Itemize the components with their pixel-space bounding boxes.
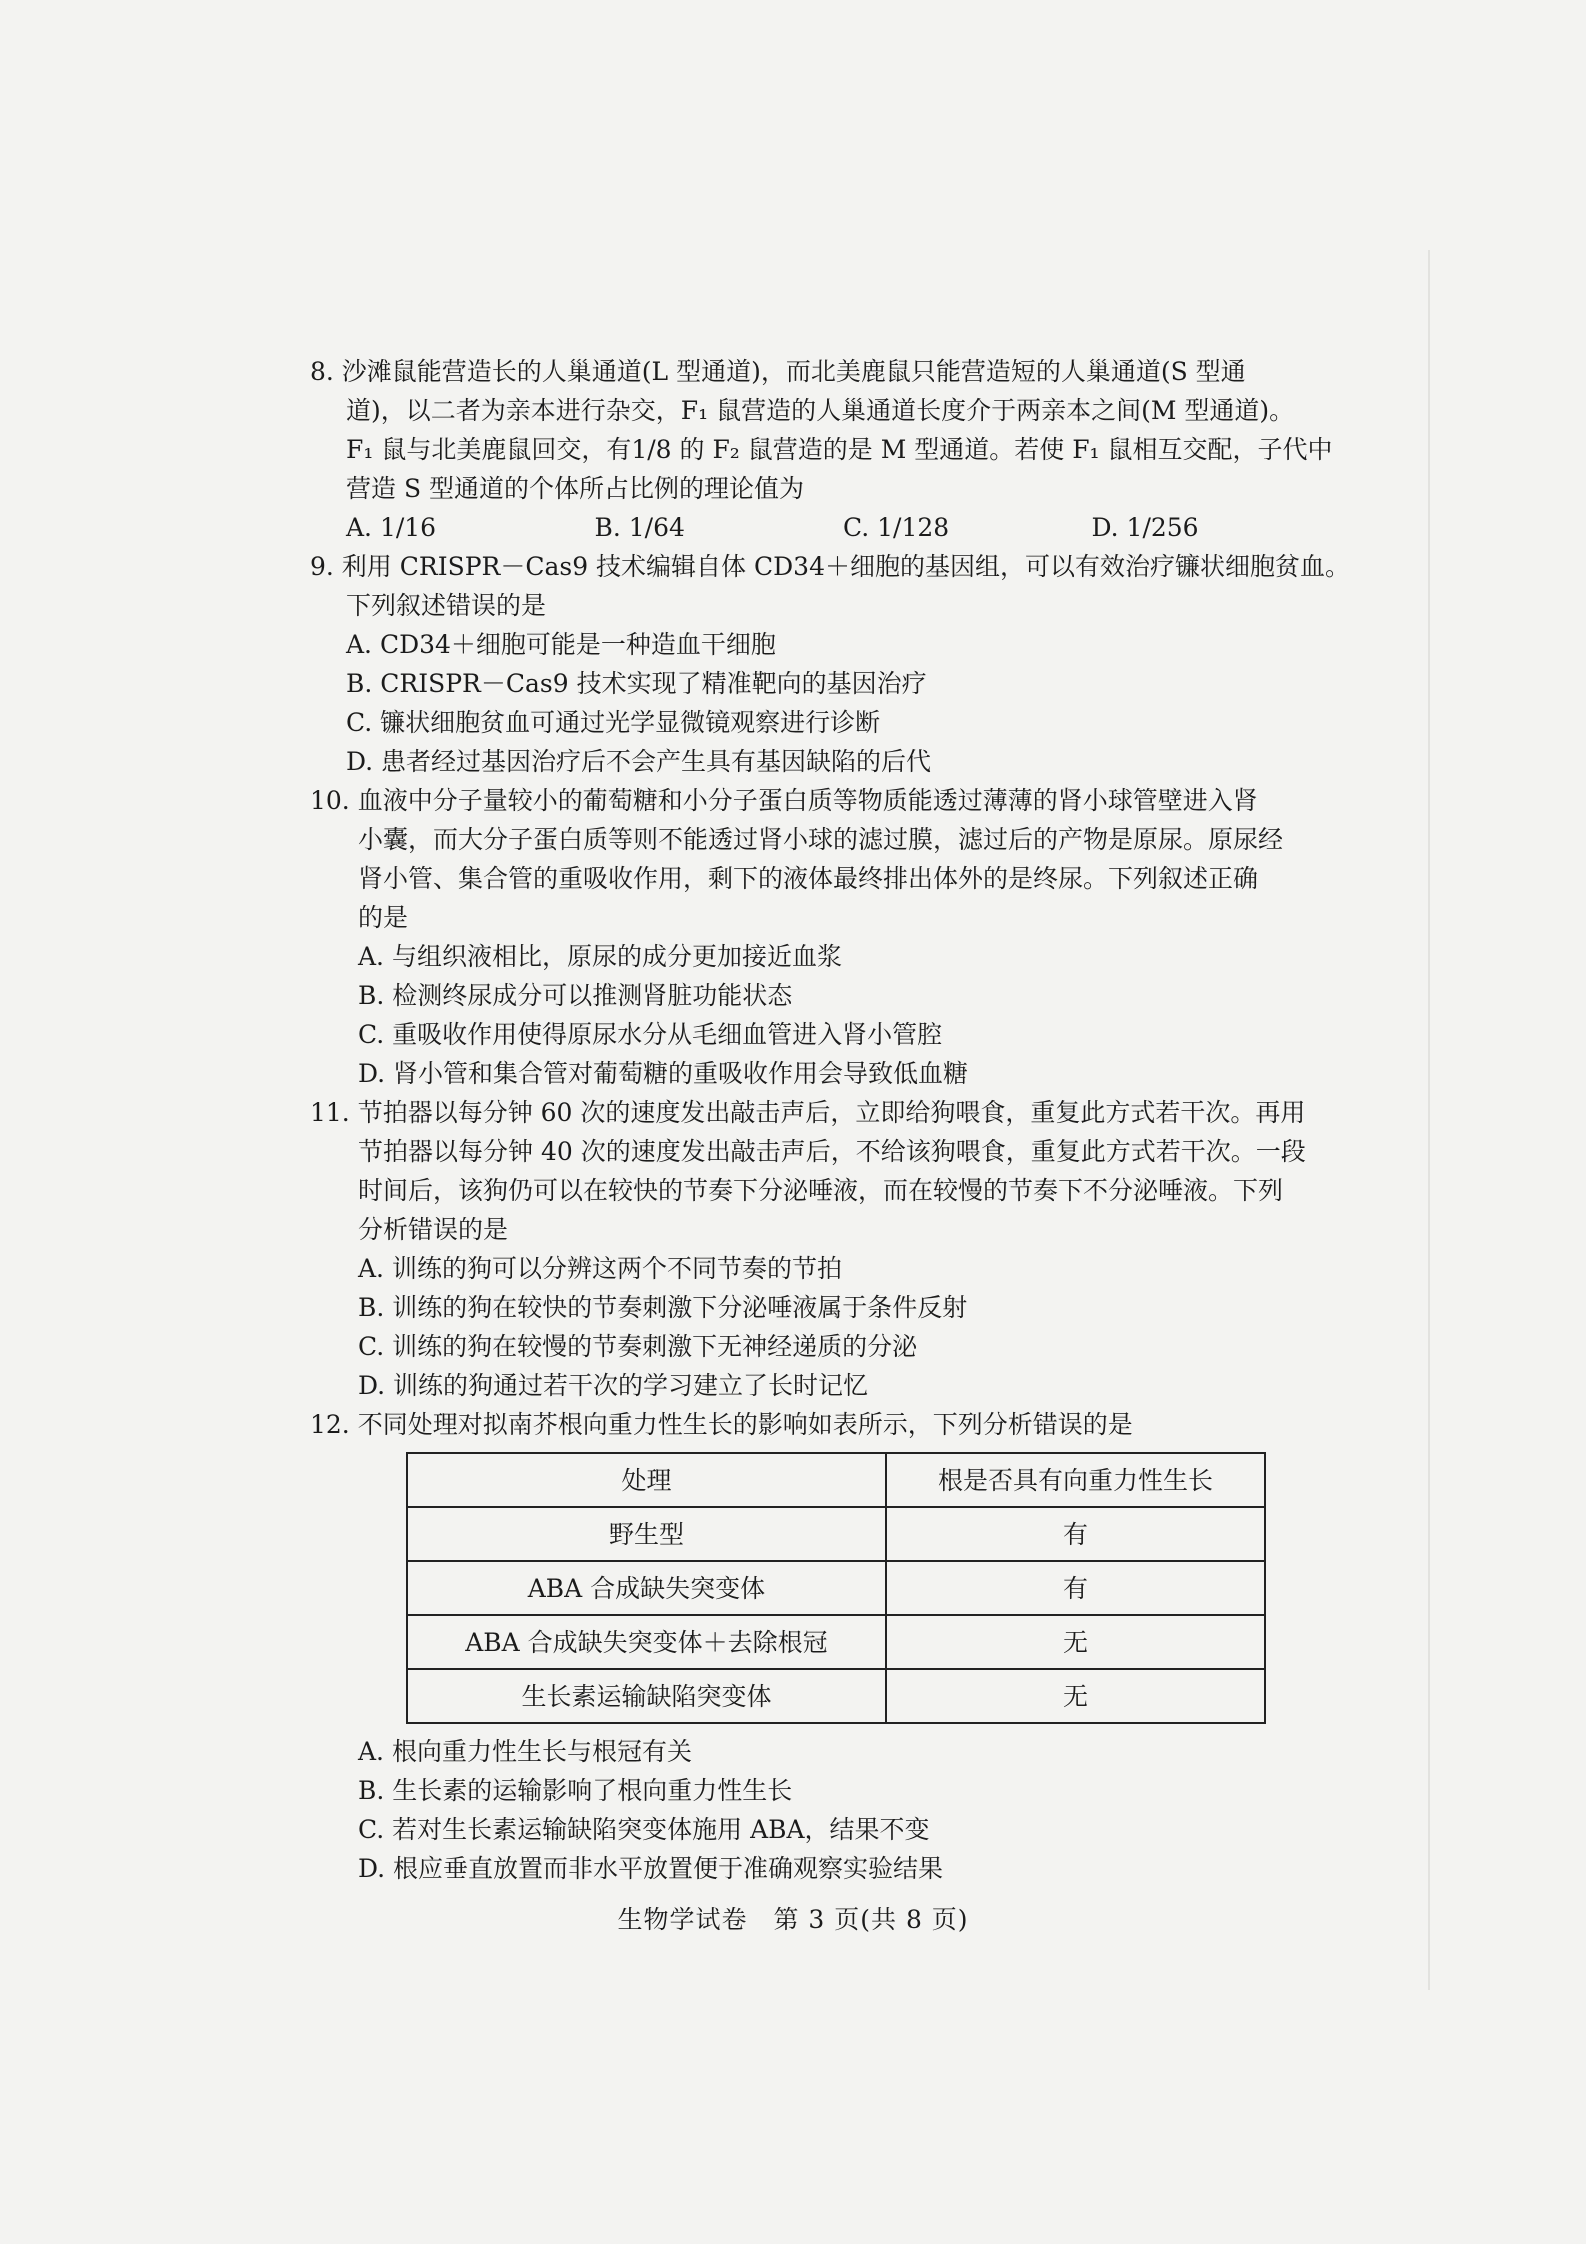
question-10-option-b: B. 检测终尿成分可以推测肾脏功能状态 xyxy=(358,981,793,1010)
scan-edge xyxy=(1428,250,1430,1990)
question-8-option-d: D. 1/256 xyxy=(1091,513,1199,542)
table-row xyxy=(407,1507,1265,1561)
question-10-option-d: D. 肾小管和集合管对葡萄糖的重吸收作用会导致低血糖 xyxy=(358,1059,969,1088)
question-11-option-c: C. 训练的狗在较慢的节奏刺激下无神经递质的分泌 xyxy=(358,1332,918,1361)
question-9-option-d: D. 患者经过基因治疗后不会产生具有基因缺陷的后代 xyxy=(346,747,932,776)
question-12 xyxy=(310,1405,1340,1888)
question-12-option-d: D. 根应垂直放置而非水平放置便于准确观察实验结果 xyxy=(358,1854,944,1883)
treatment-table xyxy=(406,1452,1266,1724)
question-11 xyxy=(310,1093,1340,1405)
question-8-line-3: F₁ 鼠与北美鹿鼠回交，有1/8 的 F₂ 鼠营造的是 M 型通道。若使 F₁ 鼠相互交配，子代中 xyxy=(346,435,1333,464)
question-9-option-b: B. CRISPR－Cas9 技术实现了精准靶向的基因治疗 xyxy=(346,669,927,698)
question-8-option-a: A. 1/16 xyxy=(346,513,437,542)
table-row xyxy=(407,1615,1265,1669)
question-9-option-c: C. 镰状细胞贫血可通过光学显微镜观察进行诊断 xyxy=(346,708,881,737)
table-header-treatment: 处理 xyxy=(407,1453,886,1507)
question-9 xyxy=(310,547,1350,781)
question-12-line-1: 12. 不同处理对拟南芥根向重力性生长的影响如表所示，下列分析错误的是 xyxy=(310,1410,1133,1439)
question-11-line-1: 11. 节拍器以每分钟 60 次的速度发出敲击声后，立即给狗喂食，重复此方式若干次。再用 xyxy=(310,1098,1306,1127)
table-cell-treatment: ABA 合成缺失突变体＋去除根冠 xyxy=(407,1615,886,1669)
question-8-line-2: 道)，以二者为亲本进行杂交，F₁ 鼠营造的人巢通道长度介于两亲本之间(M 型通道)。 xyxy=(346,396,1295,425)
question-8-option-c: C. 1/128 xyxy=(843,513,950,542)
table-cell-result: 无 xyxy=(886,1615,1265,1669)
table-row xyxy=(407,1561,1265,1615)
question-10-option-c: C. 重吸收作用使得原尿水分从毛细血管进入肾小管腔 xyxy=(358,1020,943,1049)
question-9-line-2: 下列叙述错误的是 xyxy=(346,591,547,620)
question-11-option-d: D. 训练的狗通过若干次的学习建立了长时记忆 xyxy=(358,1371,869,1400)
question-9-line-1: 9. 利用 CRISPR－Cas9 技术编辑自体 CD34＋细胞的基因组，可以有效治疗镰状细胞贫血。 xyxy=(310,552,1350,581)
question-8-line-4: 营造 S 型通道的个体所占比例的理论值为 xyxy=(346,474,805,503)
question-11-option-a: A. 训练的狗可以分辨这两个不同节奏的节拍 xyxy=(358,1254,842,1283)
question-10-line-4: 的是 xyxy=(358,903,409,932)
table-cell-result: 有 xyxy=(886,1507,1265,1561)
table-header-gravitropism: 根是否具有向重力性生长 xyxy=(886,1453,1265,1507)
question-10-line-2: 小囊，而大分子蛋白质等则不能透过肾小球的滤过膜，滤过后的产物是原尿。原尿经 xyxy=(358,825,1284,854)
question-10-line-3: 肾小管、集合管的重吸收作用，剩下的液体最终排出体外的是终尿。下列叙述正确 xyxy=(358,864,1259,893)
question-10-option-a: A. 与组织液相比，原尿的成分更加接近血浆 xyxy=(358,942,842,971)
question-9-option-a: A. CD34＋细胞可能是一种造血干细胞 xyxy=(346,630,776,659)
question-11-line-2: 节拍器以每分钟 40 次的速度发出敲击声后，不给该狗喂食，重复此方式若干次。一段 xyxy=(358,1137,1306,1166)
question-8 xyxy=(310,352,1340,547)
question-8-line-1: 8. 沙滩鼠能营造长的人巢通道(L 型通道)，而北美鹿鼠只能营造短的人巢通道(S 型通 xyxy=(310,357,1246,386)
question-11-line-3: 时间后，该狗仍可以在较快的节奏下分泌唾液，而在较慢的节奏下不分泌唾液。下列 xyxy=(358,1176,1284,1205)
table-row xyxy=(407,1669,1265,1723)
question-10-line-1: 10. 血液中分子量较小的葡萄糖和小分子蛋白质等物质能透过薄薄的肾小球管壁进入肾 xyxy=(310,786,1258,815)
question-11-option-b: B. 训练的狗在较快的节奏刺激下分泌唾液属于条件反射 xyxy=(358,1293,968,1322)
question-12-option-c: C. 若对生长素运输缺陷突变体施用 ABA，结果不变 xyxy=(358,1815,930,1844)
table-cell-treatment: 野生型 xyxy=(407,1507,886,1561)
question-11-line-4: 分析错误的是 xyxy=(358,1215,509,1244)
question-12-option-a: A. 根向重力性生长与根冠有关 xyxy=(358,1737,692,1766)
question-12-option-b: B. 生长素的运输影响了根向重力性生长 xyxy=(358,1776,793,1805)
table-header-row xyxy=(407,1453,1265,1507)
question-8-option-b: B. 1/64 xyxy=(594,513,685,542)
table-cell-result: 无 xyxy=(886,1669,1265,1723)
questions-block xyxy=(310,352,1350,1888)
question-10 xyxy=(310,781,1340,1093)
page-footer: 生物学试卷 第 3 页(共 8 页) xyxy=(617,1905,969,1934)
table-cell-result: 有 xyxy=(886,1561,1265,1615)
table-cell-treatment: ABA 合成缺失突变体 xyxy=(407,1561,886,1615)
table-cell-treatment: 生长素运输缺陷突变体 xyxy=(407,1669,886,1723)
question-8-options xyxy=(310,508,1340,547)
